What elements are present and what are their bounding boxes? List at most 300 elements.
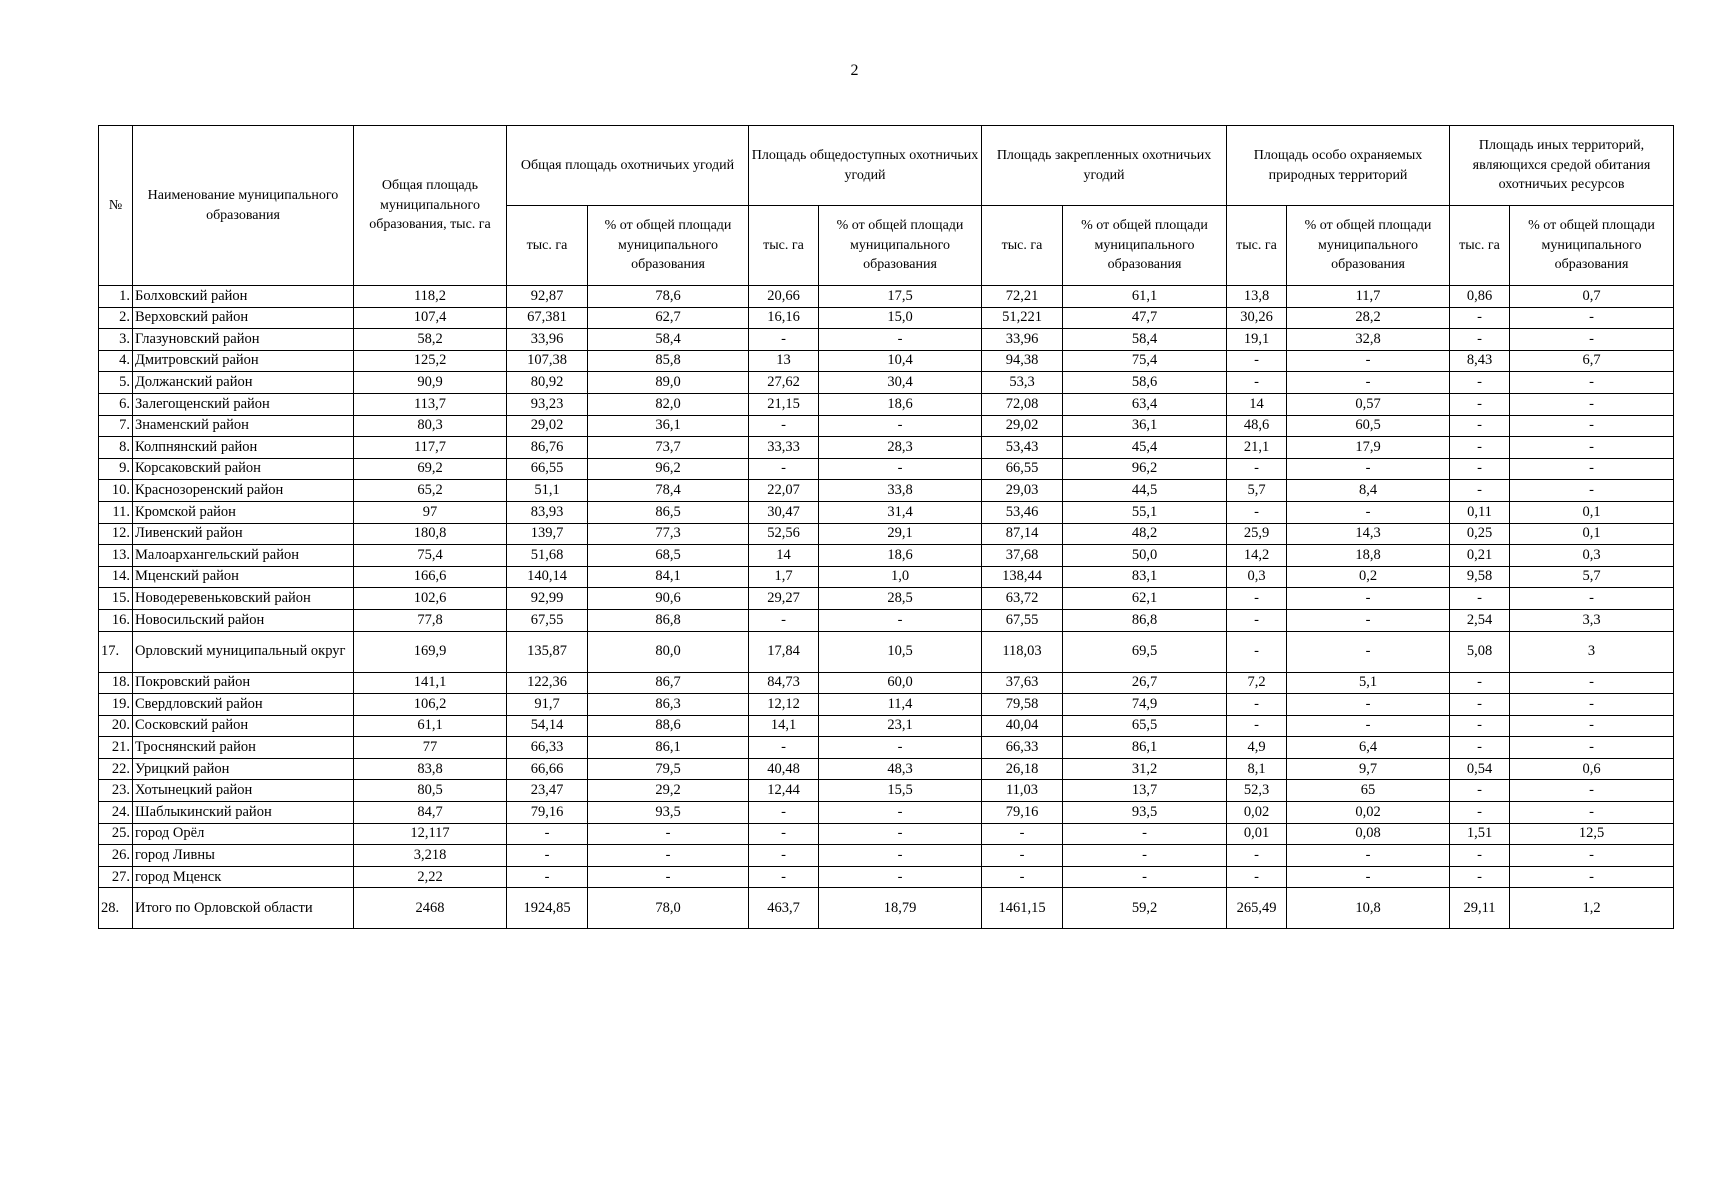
table-cell: - [1510,307,1674,329]
table-cell: 0,54 [1450,758,1510,780]
table-cell: - [1287,372,1450,394]
table-cell: 12,117 [354,823,507,845]
table-cell: 12,5 [1510,823,1674,845]
table-cell: 29,11 [1450,888,1510,929]
table-cell: 4,9 [1227,737,1287,759]
table-cell: 463,7 [749,888,819,929]
table-cell: - [1450,329,1510,351]
row-number: 6. [99,393,133,415]
table-cell: - [1227,609,1287,631]
table-cell: 44,5 [1063,480,1227,502]
table-cell: - [1510,737,1674,759]
table-cell: 3,3 [1510,609,1674,631]
table-cell: 55,1 [1063,501,1227,523]
table-cell: 69,2 [354,458,507,480]
table-cell: 48,6 [1227,415,1287,437]
table-cell: 67,381 [507,307,588,329]
table-cell: 31,2 [1063,758,1227,780]
table-cell: 21,15 [749,393,819,415]
table-cell: - [819,802,982,824]
sub-header-ha: тыс. га [749,206,819,286]
table-cell: 30,47 [749,501,819,523]
table-cell: 1,7 [749,566,819,588]
row-number: 8. [99,437,133,459]
table-cell: 8,43 [1450,350,1510,372]
table-row [99,393,1674,415]
municipality-name: Новодеревеньковский район [133,588,354,610]
table-cell: 66,55 [507,458,588,480]
table-cell: 94,38 [982,350,1063,372]
table-row [99,780,1674,802]
table-cell: - [1063,845,1227,867]
row-number: 10. [99,480,133,502]
table-cell: 26,18 [982,758,1063,780]
table-cell: 29,2 [588,780,749,802]
table-cell: - [819,458,982,480]
table-cell: 73,7 [588,437,749,459]
table-cell: - [1450,480,1510,502]
table-cell: - [1227,501,1287,523]
table-cell: 62,7 [588,307,749,329]
table-cell: - [1287,845,1450,867]
table-cell: 54,14 [507,715,588,737]
table-cell: - [1227,715,1287,737]
table-cell: 79,16 [507,802,588,824]
table-cell: 14,2 [1227,545,1287,567]
table-cell: 53,43 [982,437,1063,459]
table-cell: 14 [749,545,819,567]
table-cell: 11,7 [1287,286,1450,308]
table-cell: 58,4 [1063,329,1227,351]
row-number: 24. [99,802,133,824]
table-cell: 19,1 [1227,329,1287,351]
table-cell: - [507,845,588,867]
table-cell: 40,04 [982,715,1063,737]
table-cell: 51,221 [982,307,1063,329]
municipality-name: Краснозоренский район [133,480,354,502]
table-cell: 166,6 [354,566,507,588]
table-cell: 61,1 [354,715,507,737]
table-cell: 18,6 [819,393,982,415]
table-cell: 17,9 [1287,437,1450,459]
group-header-hunting-grounds: Общая площадь охотничьих угодий [507,126,749,206]
municipality-name: Ливенский район [133,523,354,545]
table-cell: - [1287,350,1450,372]
table-cell: - [1227,588,1287,610]
row-number: 7. [99,415,133,437]
table-cell: - [1287,609,1450,631]
table-cell: 33,96 [982,329,1063,351]
table-row [99,501,1674,523]
table-cell: 67,55 [507,609,588,631]
table-cell: 3 [1510,631,1674,672]
table-cell: 0,02 [1287,802,1450,824]
table-cell: 66,33 [507,737,588,759]
table-cell: 6,4 [1287,737,1450,759]
table-cell: 0,11 [1450,501,1510,523]
row-number: 2. [99,307,133,329]
table-cell: - [1510,437,1674,459]
table-cell: 65 [1287,780,1450,802]
table-cell: 52,3 [1227,780,1287,802]
municipality-name: город Ливны [133,845,354,867]
table-cell: 2,22 [354,866,507,888]
table-cell: 265,49 [1227,888,1287,929]
group-header-assigned-grounds: Площадь закрепленных охотничьих угодий [982,126,1227,206]
sub-header-ha: тыс. га [1227,206,1287,286]
table-cell: 8,4 [1287,480,1450,502]
table-cell: 11,4 [819,694,982,716]
header-row-1 [99,126,1674,206]
row-number: 9. [99,458,133,480]
table-cell: 92,87 [507,286,588,308]
table-cell: 93,5 [1063,802,1227,824]
hunting-areas-table [98,125,1674,929]
table-cell: - [1450,866,1510,888]
table-cell: 23,1 [819,715,982,737]
table-cell: 83,1 [1063,566,1227,588]
table-cell: 86,3 [588,694,749,716]
row-number: 5. [99,372,133,394]
table-cell: - [1287,694,1450,716]
table-cell: 5,7 [1510,566,1674,588]
table-cell: 12,12 [749,694,819,716]
table-cell: - [588,866,749,888]
table-cell: 96,2 [1063,458,1227,480]
table-cell: 84,73 [749,672,819,694]
table-cell: 102,6 [354,588,507,610]
table-cell: 23,47 [507,780,588,802]
table-cell: 52,56 [749,523,819,545]
table-cell: 125,2 [354,350,507,372]
table-cell: - [507,823,588,845]
table-cell: - [749,823,819,845]
table-cell: 10,5 [819,631,982,672]
municipality-name: город Орёл [133,823,354,845]
table-cell: - [1450,393,1510,415]
table-cell: 9,58 [1450,566,1510,588]
table-row [99,672,1674,694]
table-cell: 10,4 [819,350,982,372]
table-body [99,286,1674,929]
table-cell: 77 [354,737,507,759]
table-cell: 58,4 [588,329,749,351]
table-cell: 67,55 [982,609,1063,631]
group-header-protected-areas: Площадь особо охраняемых природных территорий [1227,126,1450,206]
table-cell: 140,14 [507,566,588,588]
table-row [99,802,1674,824]
table-cell: 36,1 [588,415,749,437]
group-header-other-territories: Площадь иных территорий, являющихся средой обитания охотничьих ресурсов [1450,126,1674,206]
table-cell: - [1287,866,1450,888]
table-cell: 0,3 [1510,545,1674,567]
table-cell: - [1510,780,1674,802]
table-row [99,480,1674,502]
table-cell: 15,5 [819,780,982,802]
group-header-public-grounds: Площадь общедоступных охотничьих угодий [749,126,982,206]
table-cell: 86,76 [507,437,588,459]
table-row [99,715,1674,737]
row-number: 22. [99,758,133,780]
table-cell: 86,8 [1063,609,1227,631]
table-cell: 83,8 [354,758,507,780]
table-cell: 12,44 [749,780,819,802]
table-cell: 93,23 [507,393,588,415]
table-cell: 11,03 [982,780,1063,802]
table-cell: - [1510,845,1674,867]
table-cell: 97 [354,501,507,523]
col-header-no: № [99,126,133,286]
table-cell: 37,68 [982,545,1063,567]
table-cell: - [1227,372,1287,394]
table-cell: - [1227,866,1287,888]
row-number: 15. [99,588,133,610]
table-cell: 139,7 [507,523,588,545]
municipality-name: Орловский муниципальный округ [133,631,354,672]
row-number: 4. [99,350,133,372]
table-cell: 22,07 [749,480,819,502]
table-cell: 85,8 [588,350,749,372]
table-cell: - [588,845,749,867]
table-cell: 5,1 [1287,672,1450,694]
table-cell: 18,8 [1287,545,1450,567]
row-number: 18. [99,672,133,694]
table-cell: 14 [1227,393,1287,415]
row-number: 17. [99,631,133,672]
table-cell: 53,46 [982,501,1063,523]
page-number: 2 [850,62,859,79]
table-cell: - [1227,458,1287,480]
municipality-name: Кромской район [133,501,354,523]
col-header-total-area: Общая площадь муниципального образования, тыс. га [354,126,507,286]
table-cell: 0,1 [1510,523,1674,545]
table-cell: 0,08 [1287,823,1450,845]
table-cell: - [1227,845,1287,867]
table-cell: - [1287,501,1450,523]
table-cell: 33,33 [749,437,819,459]
table-cell: 17,84 [749,631,819,672]
table-row [99,566,1674,588]
table-cell: 29,02 [982,415,1063,437]
table-cell: - [1510,672,1674,694]
table-cell: 18,6 [819,545,982,567]
table-cell: 15,0 [819,307,982,329]
table-cell: 169,9 [354,631,507,672]
table-cell: 80,5 [354,780,507,802]
municipality-name: Итого по Орловской области [133,888,354,929]
table-cell: 135,87 [507,631,588,672]
table-cell: 2468 [354,888,507,929]
table-cell: - [819,866,982,888]
table-cell: 118,2 [354,286,507,308]
table-cell: 9,7 [1287,758,1450,780]
sub-header-pct: % от общей площади муниципального образования [819,206,982,286]
table-cell: 1924,85 [507,888,588,929]
table-cell: - [1287,715,1450,737]
table-cell: 0,86 [1450,286,1510,308]
table-cell: 107,4 [354,307,507,329]
table-cell: - [1510,372,1674,394]
table-cell: - [749,609,819,631]
table-cell: 0,6 [1510,758,1674,780]
table-cell: 72,21 [982,286,1063,308]
table-cell: 28,3 [819,437,982,459]
table-cell: - [1063,866,1227,888]
municipality-name: Шаблыкинский район [133,802,354,824]
table-cell: 29,27 [749,588,819,610]
table-cell: - [1510,802,1674,824]
table-cell: 65,2 [354,480,507,502]
row-number: 25. [99,823,133,845]
table-cell: 118,03 [982,631,1063,672]
table-cell: 87,14 [982,523,1063,545]
row-number: 20. [99,715,133,737]
table-cell: - [982,845,1063,867]
row-number: 12. [99,523,133,545]
table-cell: - [1287,588,1450,610]
table-cell: - [749,866,819,888]
table-cell: 79,16 [982,802,1063,824]
table-cell: 90,9 [354,372,507,394]
table-row [99,307,1674,329]
table-cell: 20,66 [749,286,819,308]
table-cell: - [819,737,982,759]
municipality-name: Хотынецкий район [133,780,354,802]
table-row [99,286,1674,308]
table-cell: 13,7 [1063,780,1227,802]
municipality-name: Знаменский район [133,415,354,437]
row-number: 21. [99,737,133,759]
table-cell: 66,66 [507,758,588,780]
table-cell: 96,2 [588,458,749,480]
table-cell: 6,7 [1510,350,1674,372]
table-cell: 0,2 [1287,566,1450,588]
table-cell: 80,0 [588,631,749,672]
municipality-name: Колпнянский район [133,437,354,459]
table-cell: 65,5 [1063,715,1227,737]
table-cell: - [1287,458,1450,480]
table-cell: 7,2 [1227,672,1287,694]
table-cell: 28,5 [819,588,982,610]
table-cell: - [819,415,982,437]
municipality-name: город Мценск [133,866,354,888]
sub-header-ha: тыс. га [1450,206,1510,286]
table-cell: - [1450,737,1510,759]
sub-header-pct: % от общей площади муниципального образования [588,206,749,286]
table-cell: 47,7 [1063,307,1227,329]
table-cell: 1461,15 [982,888,1063,929]
table-cell: - [1450,458,1510,480]
table-cell: 113,7 [354,393,507,415]
table-cell: - [1287,631,1450,672]
table-cell: 36,1 [1063,415,1227,437]
table-cell: 10,8 [1287,888,1450,929]
table-cell: 80,3 [354,415,507,437]
table-row [99,888,1674,929]
municipality-name: Урицкий район [133,758,354,780]
table-cell: 59,2 [1063,888,1227,929]
table-cell: - [1510,329,1674,351]
table-row [99,415,1674,437]
table-row [99,329,1674,351]
sub-header-ha: тыс. га [982,206,1063,286]
table-cell: 0,57 [1287,393,1450,415]
table-cell: 78,0 [588,888,749,929]
table-cell: - [1450,694,1510,716]
table-cell: 86,1 [1063,737,1227,759]
table-cell: 5,7 [1227,480,1287,502]
sub-header-ha: тыс. га [507,206,588,286]
table-cell: 77,3 [588,523,749,545]
table-cell: 141,1 [354,672,507,694]
table-cell: 86,7 [588,672,749,694]
table-row [99,845,1674,867]
table-row [99,588,1674,610]
table-cell: - [1510,480,1674,502]
table-cell: 77,8 [354,609,507,631]
table-row [99,758,1674,780]
municipality-name: Верховский район [133,307,354,329]
table-row [99,609,1674,631]
table-cell: 40,48 [749,758,819,780]
table-cell: 60,0 [819,672,982,694]
municipality-name: Сосковский район [133,715,354,737]
table-row [99,523,1674,545]
table-cell: 0,21 [1450,545,1510,567]
table-cell: 75,4 [1063,350,1227,372]
table-cell: 33,96 [507,329,588,351]
table-cell: 0,7 [1510,286,1674,308]
table-cell: 58,2 [354,329,507,351]
table-cell: - [749,458,819,480]
municipality-name: Малоархангельский район [133,545,354,567]
table-cell: - [1450,437,1510,459]
table-row [99,350,1674,372]
table-cell: 25,9 [1227,523,1287,545]
table-row [99,631,1674,672]
sub-header-pct: % от общей площади муниципального образования [1287,206,1450,286]
table-cell: 8,1 [1227,758,1287,780]
table-cell: 74,9 [1063,694,1227,716]
table-cell: - [1450,845,1510,867]
sub-header-pct: % от общей площади муниципального образования [1510,206,1674,286]
table-cell: 53,3 [982,372,1063,394]
row-number: 27. [99,866,133,888]
table-cell: - [1450,415,1510,437]
table-cell: 29,02 [507,415,588,437]
table-cell: 82,0 [588,393,749,415]
table-cell: 66,55 [982,458,1063,480]
table-cell: - [1450,588,1510,610]
table-cell: 1,0 [819,566,982,588]
table-cell: 30,4 [819,372,982,394]
table-cell: - [1450,372,1510,394]
table-cell: - [819,609,982,631]
table-cell: 60,5 [1287,415,1450,437]
table-cell: 122,36 [507,672,588,694]
table-cell: 51,68 [507,545,588,567]
table-cell: - [819,823,982,845]
table-cell: 180,8 [354,523,507,545]
table-cell: 1,51 [1450,823,1510,845]
table-cell: 84,7 [354,802,507,824]
row-number: 14. [99,566,133,588]
row-number: 11. [99,501,133,523]
table-cell: 5,08 [1450,631,1510,672]
table-cell: - [1450,672,1510,694]
table-cell: 89,0 [588,372,749,394]
table-row [99,372,1674,394]
